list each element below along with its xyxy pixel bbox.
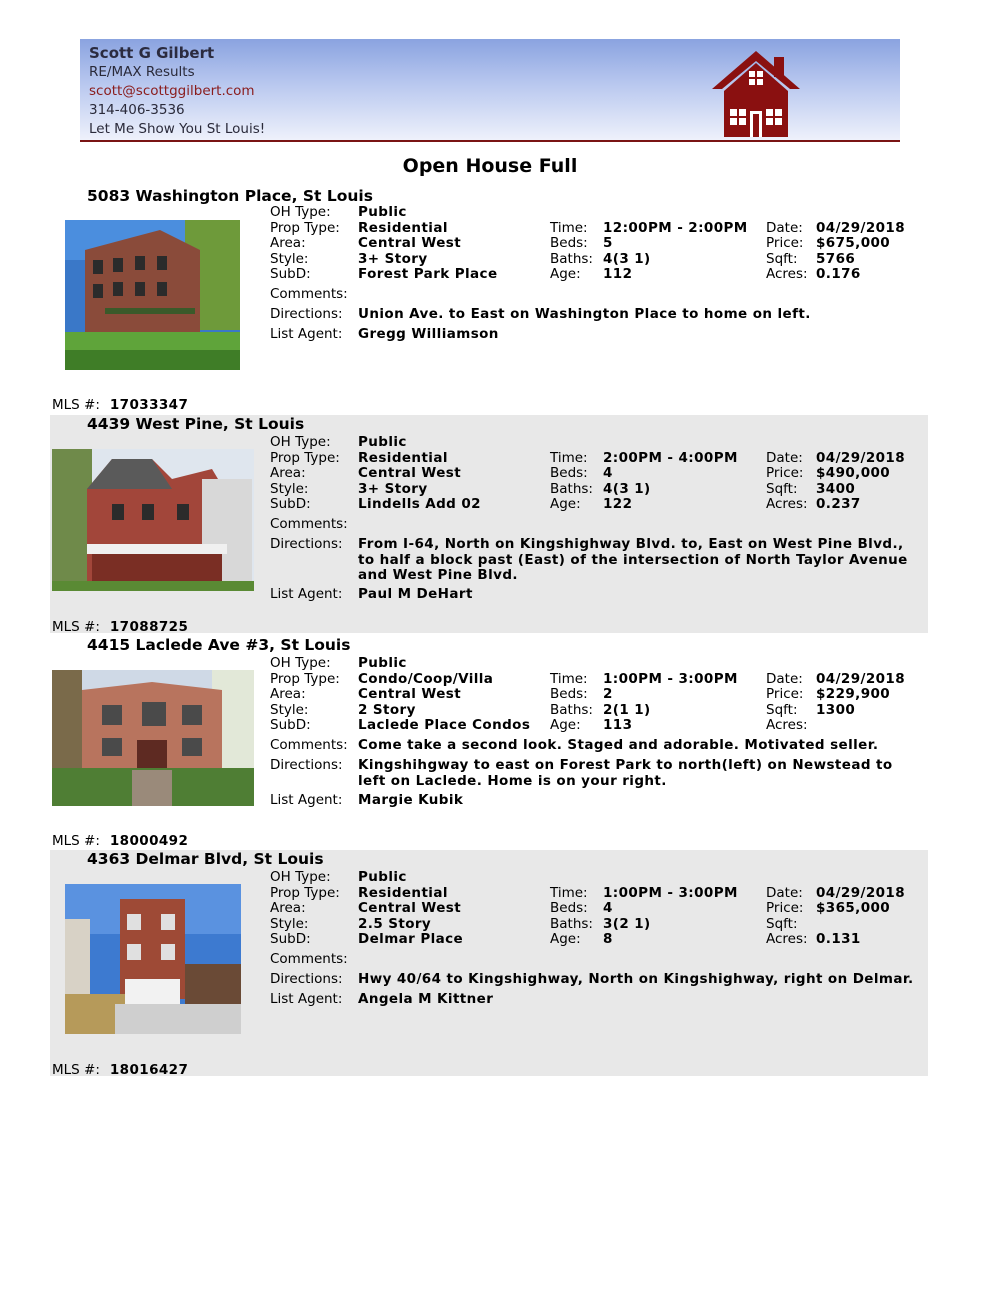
subd-value: Laclede Place Condos [358, 717, 531, 733]
label-prop-type: Prop Type: [270, 670, 340, 687]
mls-number [52, 1062, 188, 1078]
baths-value: 4(3 1) [603, 250, 651, 267]
label-area: Area: [270, 686, 306, 702]
label-prop-type: Prop Type: [270, 449, 340, 466]
price-value: $490,000 [816, 465, 891, 481]
area-value: Central West [358, 235, 462, 251]
oh-type-value: Public [358, 204, 407, 220]
label-date: Date: [766, 670, 803, 687]
label-directions: Directions: [270, 971, 343, 987]
price-value: $229,900 [816, 686, 891, 702]
listing-photo[interactable] [65, 220, 240, 370]
oh-type-value: Public [358, 655, 407, 671]
label-directions: Directions: [270, 306, 343, 322]
age-value: 122 [603, 496, 633, 512]
label-date: Date: [766, 449, 803, 466]
label-directions: Directions: [270, 536, 343, 552]
listing-photo[interactable] [52, 449, 254, 591]
prop-type-value: Residential [358, 449, 448, 466]
listing-address[interactable]: 4415 Laclede Ave #3, St Louis [87, 636, 351, 654]
sqft-value: 1300 [816, 701, 856, 718]
listing-card [50, 850, 928, 1076]
listing-photo[interactable] [65, 884, 241, 1034]
listing-card [50, 415, 928, 633]
label-area: Area: [270, 900, 306, 916]
age-value: 113 [603, 717, 633, 733]
label-beds: Beds: [550, 900, 588, 916]
list-agent-value[interactable]: Gregg Williamson [358, 326, 499, 342]
mls-value: 18016427 [109, 1062, 189, 1078]
style-value: 3+ Story [358, 480, 428, 497]
mls-number [52, 619, 188, 635]
mls-number [52, 833, 188, 849]
label-baths: Baths: [550, 915, 593, 932]
label-style: Style: [270, 701, 309, 718]
time-value: 1:00PM - 3:00PM [603, 670, 738, 687]
list-agent-value[interactable]: Margie Kubik [358, 792, 464, 808]
label-mls: MLS #: [52, 833, 100, 849]
acres-value: 0.176 [816, 266, 861, 282]
sqft-value: 3400 [816, 480, 856, 497]
mls-value: 18000492 [109, 833, 189, 849]
label-directions: Directions: [270, 757, 343, 773]
area-value: Central West [358, 900, 462, 916]
agent-phone: 314-406-3536 [89, 102, 185, 118]
label-style: Style: [270, 915, 309, 932]
agent-name: Scott G Gilbert [89, 44, 215, 62]
label-mls: MLS #: [52, 619, 100, 635]
label-time: Time: [550, 219, 588, 236]
prop-type-value: Condo/Coop/Villa [358, 670, 494, 687]
price-value: $365,000 [816, 900, 891, 916]
label-subd: SubD: [270, 717, 311, 733]
subd-value: Delmar Place [358, 931, 464, 947]
oh-type-value: Public [358, 869, 407, 885]
beds-value: 4 [603, 900, 613, 916]
label-mls: MLS #: [52, 1062, 100, 1078]
date-value: 04/29/2018 [816, 219, 906, 236]
label-sqft: Sqft: [766, 250, 798, 267]
time-value: 1:00PM - 3:00PM [603, 884, 738, 901]
label-list-agent: List Agent: [270, 586, 343, 602]
label-date: Date: [766, 884, 803, 901]
label-time: Time: [550, 884, 588, 901]
label-time: Time: [550, 449, 588, 466]
label-comments: Comments: [270, 737, 348, 753]
list-agent-value[interactable]: Paul M DeHart [358, 586, 473, 602]
agent-contact-block [89, 44, 265, 139]
label-age: Age: [550, 717, 581, 733]
directions-value: Union Ave. to East on Washington Place to home on left. [358, 306, 811, 322]
listing-address[interactable]: 4439 West Pine, St Louis [87, 415, 305, 433]
listing-card [50, 185, 928, 415]
label-prop-type: Prop Type: [270, 219, 340, 236]
label-comments: Comments: [270, 516, 348, 532]
age-value: 8 [603, 931, 613, 947]
date-value: 04/29/2018 [816, 449, 906, 466]
list-agent-value[interactable]: Angela M Kittner [358, 991, 494, 1007]
label-area: Area: [270, 465, 306, 481]
label-sqft: Sqft: [766, 915, 798, 932]
label-mls: MLS #: [52, 397, 100, 413]
date-value: 04/29/2018 [816, 670, 906, 687]
listing-card [50, 636, 928, 850]
label-baths: Baths: [550, 480, 593, 497]
label-time: Time: [550, 670, 588, 687]
baths-value: 3(2 1) [603, 915, 651, 932]
style-value: 2.5 Story [358, 915, 432, 932]
label-subd: SubD: [270, 931, 311, 947]
label-beds: Beds: [550, 465, 588, 481]
label-style: Style: [270, 480, 309, 497]
listing-address[interactable]: 5083 Washington Place, St Louis [87, 187, 373, 205]
directions-value: From I-64, North on Kingshighway Blvd. to, East on West Pine Blvd., to half a block past (East) of the intersection of North Taylor Avenue and West Pine Blvd. [358, 536, 908, 583]
label-beds: Beds: [550, 235, 588, 251]
comments-value: Come take a second look. Staged and adorable. Motivated seller. [358, 737, 879, 753]
sqft-value: 5766 [816, 250, 856, 267]
label-subd: SubD: [270, 266, 311, 282]
label-sqft: Sqft: [766, 701, 798, 718]
label-oh-type: OH Type: [270, 434, 331, 450]
style-value: 3+ Story [358, 250, 428, 267]
label-comments: Comments: [270, 286, 348, 302]
date-value: 04/29/2018 [816, 884, 906, 901]
label-age: Age: [550, 266, 581, 282]
subd-value: Lindells Add 02 [358, 496, 481, 512]
label-age: Age: [550, 496, 581, 512]
label-price: Price: [766, 900, 804, 916]
page-title: Open House Full [402, 155, 578, 177]
label-subd: SubD: [270, 496, 311, 512]
house-icon [710, 49, 802, 139]
label-oh-type: OH Type: [270, 655, 331, 671]
label-area: Area: [270, 235, 306, 251]
label-list-agent: List Agent: [270, 792, 343, 808]
label-price: Price: [766, 465, 804, 481]
label-date: Date: [766, 219, 803, 236]
label-comments: Comments: [270, 951, 348, 967]
label-baths: Baths: [550, 701, 593, 718]
style-value: 2 Story [358, 701, 416, 718]
listing-address[interactable]: 4363 Delmar Blvd, St Louis [87, 850, 324, 868]
mls-number [52, 397, 188, 413]
label-baths: Baths: [550, 250, 593, 267]
label-age: Age: [550, 931, 581, 947]
label-acres: Acres: [766, 931, 808, 947]
label-oh-type: OH Type: [270, 204, 331, 220]
listing-photo[interactable] [52, 670, 254, 806]
time-value: 2:00PM - 4:00PM [603, 449, 738, 466]
mls-value: 17088725 [109, 619, 189, 635]
oh-type-value: Public [358, 434, 407, 450]
mls-value: 17033347 [109, 397, 189, 413]
agent-email[interactable]: scott@scottggilbert.com [89, 83, 255, 99]
area-value: Central West [358, 686, 462, 702]
label-price: Price: [766, 686, 804, 702]
directions-value: Hwy 40/64 to Kingshighway, North on Kingshighway, right on Delmar. [358, 971, 914, 987]
beds-value: 2 [603, 686, 613, 702]
label-acres: Acres: [766, 717, 808, 733]
label-beds: Beds: [550, 686, 588, 702]
prop-type-value: Residential [358, 884, 448, 901]
beds-value: 5 [603, 235, 613, 251]
acres-value: 0.237 [816, 496, 861, 512]
label-oh-type: OH Type: [270, 869, 331, 885]
acres-value: 0.131 [816, 931, 861, 947]
label-list-agent: List Agent: [270, 326, 343, 342]
brokerage: RE/MAX Results [89, 64, 195, 80]
label-sqft: Sqft: [766, 480, 798, 497]
subd-value: Forest Park Place [358, 266, 498, 282]
baths-value: 2(1 1) [603, 701, 651, 718]
agent-tagline: Let Me Show You St Louis! [89, 121, 266, 137]
area-value: Central West [358, 465, 462, 481]
age-value: 112 [603, 266, 633, 282]
label-price: Price: [766, 235, 804, 251]
label-acres: Acres: [766, 266, 808, 282]
price-value: $675,000 [816, 235, 891, 251]
label-style: Style: [270, 250, 309, 267]
label-prop-type: Prop Type: [270, 884, 340, 901]
prop-type-value: Residential [358, 219, 448, 236]
label-acres: Acres: [766, 496, 808, 512]
agent-banner [80, 39, 900, 142]
time-value: 12:00PM - 2:00PM [603, 219, 748, 236]
baths-value: 4(3 1) [603, 480, 651, 497]
directions-value: Kingshihgway to east on Forest Park to north(left) on Newstead to left on Laclede. Home is on your right. [358, 757, 893, 789]
beds-value: 4 [603, 465, 613, 481]
label-list-agent: List Agent: [270, 991, 343, 1007]
